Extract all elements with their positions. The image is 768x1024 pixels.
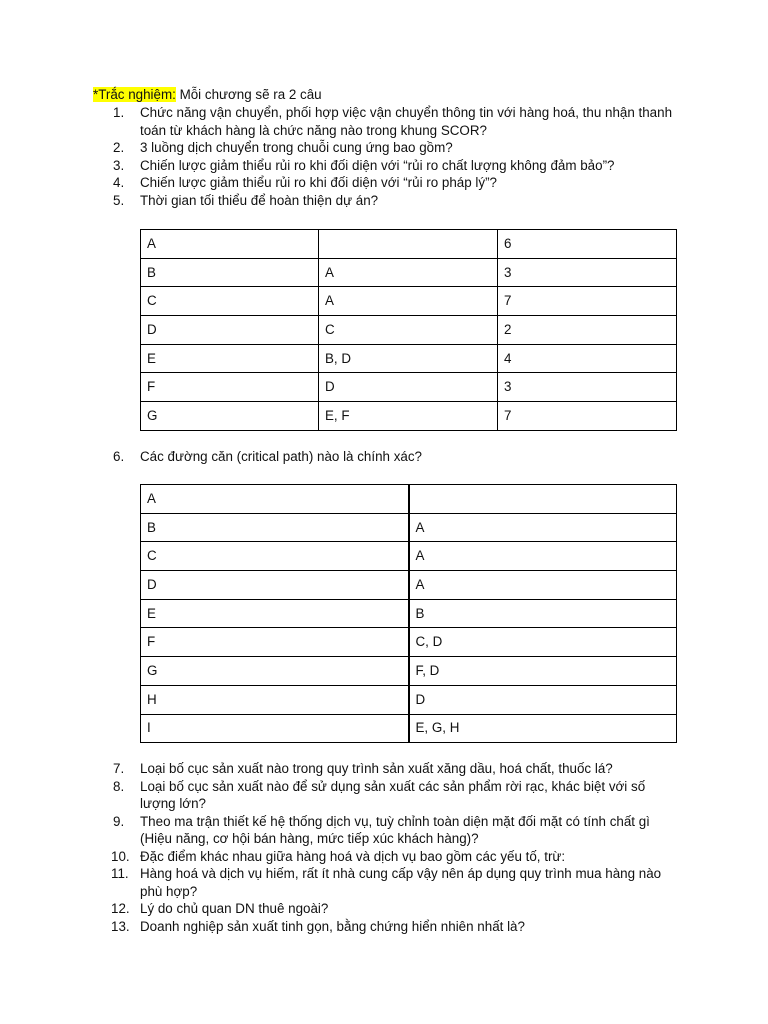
table-cell: D <box>319 373 498 402</box>
activity-table-q5 <box>140 229 677 431</box>
question-item <box>113 900 683 918</box>
table-cell: A <box>141 485 409 514</box>
table-row <box>141 373 677 402</box>
question-list-3 <box>113 760 683 935</box>
table-cell: 2 <box>498 316 677 345</box>
table-cell: 6 <box>498 230 677 259</box>
table-cell: 7 <box>498 402 677 431</box>
question-list-1 <box>113 104 683 209</box>
table-cell: F, D <box>409 657 677 686</box>
table-cell: E, F <box>319 402 498 431</box>
question-number: 5. <box>113 192 125 208</box>
table-row <box>141 685 677 714</box>
question-text: Theo ma trận thiết kế hệ thống dịch vụ, tuỳ chỉnh toàn diện mặt đối mặt có tính chất gì (Hiệu năng, cơ hội bán hàng, mức tiếp xúc khách hàng)? <box>140 813 650 846</box>
question-number: 13. <box>111 918 130 934</box>
table-cell: F <box>141 373 319 402</box>
question-text: Các đường căn (critical path) nào là chính xác? <box>140 449 422 464</box>
question-number: 7. <box>113 761 125 776</box>
question-text: Hàng hoá và dịch vụ hiếm, rất ít nhà cung cấp vậy nên áp dụng quy trình mua hàng nào phù hợp? <box>140 866 662 899</box>
question-number: 4. <box>113 175 125 190</box>
question-item <box>113 848 683 866</box>
table-cell: C <box>141 287 319 316</box>
table-cell: 3 <box>498 258 677 287</box>
question-text: Lý do chủ quan DN thuê ngoài? <box>140 901 329 916</box>
question-item <box>113 157 683 175</box>
table-cell: B, D <box>319 344 498 373</box>
table-row <box>141 258 677 287</box>
highlighted-label: *Trắc nghiệm: <box>93 87 176 102</box>
table-cell: 3 <box>498 373 677 402</box>
table-cell: A <box>409 571 677 600</box>
question-text: Chức năng vận chuyển, phối hợp việc vận chuyển thông tin với hàng hoá, thu nhận thanh toán từ khách hàng là chức năng nào trong khung SCOR? <box>140 105 673 138</box>
table-cell <box>409 485 677 514</box>
question-item <box>113 778 683 813</box>
table-row <box>141 402 677 431</box>
question-item <box>113 865 683 900</box>
table-cell: 4 <box>498 344 677 373</box>
table-cell: A <box>409 513 677 542</box>
question-item <box>113 139 683 157</box>
table-row <box>141 599 677 628</box>
table-cell: B <box>141 513 409 542</box>
question-number: 1. <box>113 105 125 120</box>
question-item <box>113 760 683 778</box>
question-list-2 <box>113 448 683 466</box>
table-cell: A <box>141 230 319 259</box>
question-text: Doanh nghiệp sản xuất tinh gọn, bằng chứng hiển nhiên nhất là? <box>140 918 525 934</box>
question-number: 9. <box>113 813 125 829</box>
table-cell: B <box>141 258 319 287</box>
question-text: 3 luồng dịch chuyển trong chuỗi cung ứng bao gồm? <box>140 140 453 155</box>
table-cell: E, G, H <box>409 714 677 743</box>
table-row <box>141 628 677 657</box>
table-cell: F <box>141 628 409 657</box>
question-text: Thời gian tối thiểu để hoàn thiện dự án? <box>140 192 379 208</box>
question-text: Chiến lược giảm thiểu rủi ro khi đối diện với “rủi ro pháp lý”? <box>140 175 497 190</box>
table-cell: I <box>141 714 409 743</box>
table-cell: E <box>141 344 319 373</box>
table-cell: C, D <box>409 628 677 657</box>
table-cell: H <box>141 685 409 714</box>
table-row <box>141 316 677 345</box>
question-number: 10. <box>111 848 130 864</box>
table-row <box>141 344 677 373</box>
table-cell: A <box>319 258 498 287</box>
question-text: Loại bố cục sản xuất nào trong quy trình sản xuất xăng dầu, hoá chất, thuốc lá? <box>140 761 613 776</box>
table-cell: B <box>409 599 677 628</box>
activity-table-q6 <box>140 484 677 743</box>
question-item <box>113 104 683 139</box>
table-cell: A <box>319 287 498 316</box>
table-cell: D <box>141 316 319 345</box>
table-cell: G <box>141 402 319 431</box>
table-cell: E <box>141 599 409 628</box>
table-row <box>141 542 677 571</box>
table-cell: C <box>319 316 498 345</box>
question-number: 6. <box>113 449 125 464</box>
question-item <box>113 813 683 848</box>
table-row <box>141 513 677 542</box>
table-cell: A <box>409 542 677 571</box>
question-number: 2. <box>113 140 125 155</box>
table-cell: D <box>141 571 409 600</box>
question-number: 11. <box>111 866 129 881</box>
table-cell <box>319 230 498 259</box>
question-number: 3. <box>113 157 125 173</box>
table-row <box>141 571 677 600</box>
question-text: Loại bố cục sản xuất nào để sử dụng sản xuất các sản phẩm rời rạc, khác biệt với số lượng lớn? <box>140 778 646 811</box>
question-number: 8. <box>113 778 125 794</box>
question-text: Đặc điểm khác nhau giữa hàng hoá và dịch vụ bao gồm các yếu tố, trừ: <box>140 848 566 864</box>
question-text: Chiến lược giảm thiểu rủi ro khi đối diện với “rủi ro chất lượng không đảm bảo”? <box>140 157 615 173</box>
table-row <box>141 287 677 316</box>
question-item <box>113 174 683 192</box>
table-row <box>141 714 677 743</box>
section-heading <box>93 86 322 104</box>
table-row <box>141 485 677 514</box>
table-cell: D <box>409 685 677 714</box>
table-cell: 7 <box>498 287 677 316</box>
table-row <box>141 657 677 686</box>
heading-text: Mỗi chương sẽ ra 2 câu <box>175 87 322 102</box>
table-cell: G <box>141 657 409 686</box>
question-item <box>113 448 683 466</box>
question-number: 12. <box>111 901 130 916</box>
table-row <box>141 230 677 259</box>
table-cell: C <box>141 542 409 571</box>
question-item <box>113 192 683 210</box>
question-item <box>113 918 683 936</box>
